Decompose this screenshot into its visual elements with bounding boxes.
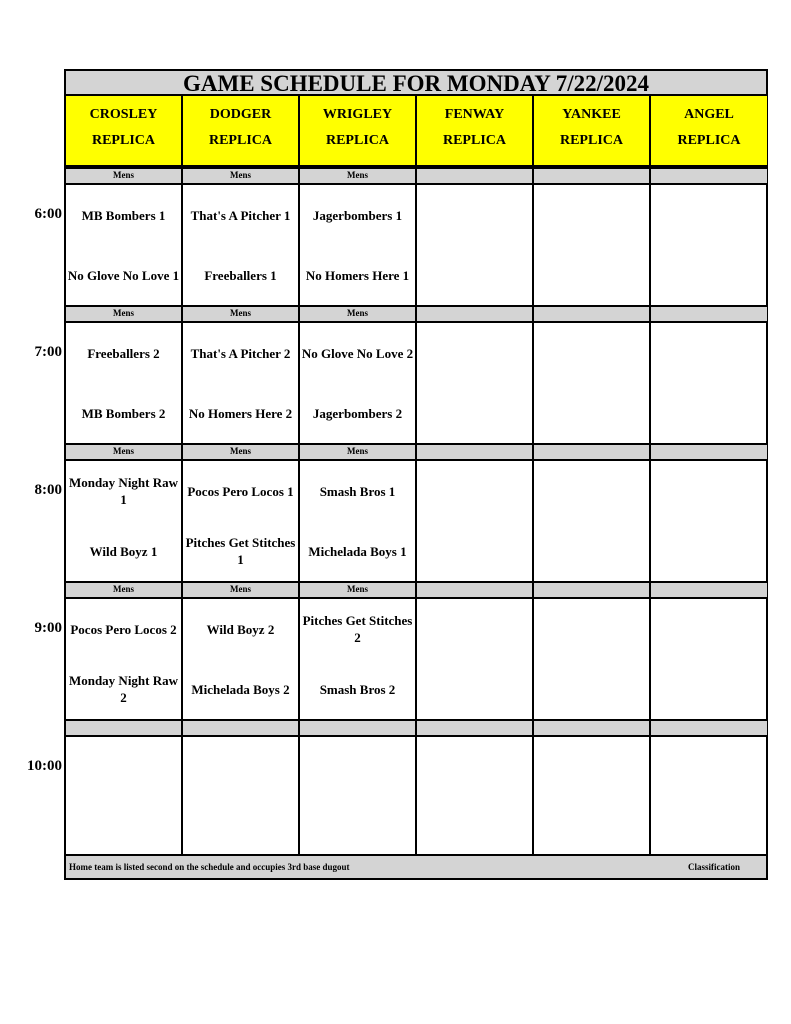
team-name: That's A Pitcher 1 [190, 207, 291, 223]
division-label: Mens [183, 443, 300, 461]
field-name: FENWAY [444, 107, 505, 122]
visitor-team [300, 603, 415, 655]
division-label [417, 305, 534, 323]
game-cell [183, 737, 300, 857]
game-cell [417, 461, 534, 581]
visitor-team [417, 741, 532, 793]
field-name: CROSLEY [89, 107, 158, 122]
visitor-team [534, 741, 649, 793]
game-cell [300, 599, 417, 719]
field-header-fenway [417, 96, 534, 167]
game-cell [534, 737, 651, 857]
visitor-team [651, 465, 767, 517]
team-name: No Glove No Love 2 [301, 345, 414, 361]
home-team [417, 249, 532, 301]
game-cell [534, 323, 651, 443]
division-label [66, 719, 183, 737]
home-team [300, 663, 415, 715]
visitor-team [300, 465, 415, 517]
home-team [66, 249, 181, 301]
home-team [66, 525, 181, 577]
team-name: Freeballers 1 [204, 267, 277, 283]
game-cell [300, 461, 417, 581]
home-team [534, 663, 649, 715]
home-team [651, 249, 767, 301]
division-label: Mens [300, 167, 417, 185]
game-cell [66, 599, 183, 719]
visitor-team [300, 327, 415, 379]
division-label [651, 443, 767, 461]
time-label: 6:00 [34, 206, 62, 222]
game-cell [534, 461, 651, 581]
home-team [651, 387, 767, 439]
game-cell [300, 737, 417, 857]
home-team [300, 525, 415, 577]
team-name: Wild Boyz 2 [206, 621, 275, 637]
game-cell [534, 185, 651, 305]
division-label: Mens [183, 167, 300, 185]
team-name: Michelada Boys 2 [191, 681, 290, 697]
division-label: Mens [183, 305, 300, 323]
game-cell [417, 737, 534, 857]
field-header-dodger [183, 96, 300, 167]
game-cell [183, 185, 300, 305]
team-name: Monday Night Raw 1 [68, 475, 179, 507]
division-label [417, 719, 534, 737]
visitor-team [183, 603, 298, 655]
time-label: 7:00 [34, 344, 62, 360]
field-header-crosley [66, 96, 183, 167]
time-label: 9:00 [34, 620, 62, 636]
field-name: YANKEE [562, 107, 621, 122]
team-name: That's A Pitcher 2 [190, 345, 291, 361]
game-cell [417, 599, 534, 719]
division-label [183, 719, 300, 737]
game-cell [300, 323, 417, 443]
game-cell [183, 461, 300, 581]
visitor-team [417, 189, 532, 241]
division-label: Mens [66, 443, 183, 461]
home-team [300, 387, 415, 439]
field-name: WRIGLEY [322, 107, 393, 122]
visitor-team [66, 189, 181, 241]
field-header-wrigley [300, 96, 417, 167]
page-title: GAME SCHEDULE FOR MONDAY 7/22/2024 [66, 71, 766, 96]
team-name: No Glove No Love 1 [67, 267, 180, 283]
home-team [651, 663, 767, 715]
team-name: No Homers Here 1 [305, 267, 410, 283]
game-cell [183, 599, 300, 719]
visitor-team [183, 465, 298, 517]
game-cell [300, 185, 417, 305]
visitor-team [417, 465, 532, 517]
visitor-team [417, 603, 532, 655]
field-header-yankee [534, 96, 651, 167]
division-label: Mens [183, 581, 300, 599]
team-name: Michelada Boys 1 [308, 543, 407, 559]
division-label [417, 581, 534, 599]
game-cell [651, 323, 767, 443]
visitor-team [66, 603, 181, 655]
field-type: REPLICA [91, 133, 155, 148]
game-cell [534, 599, 651, 719]
division-label [651, 719, 767, 737]
game-cell [66, 461, 183, 581]
home-team [651, 801, 767, 853]
division-label [651, 167, 767, 185]
team-name: Smash Bros 1 [319, 483, 396, 499]
home-team [300, 249, 415, 301]
team-name: Jagerbombers 2 [312, 405, 403, 421]
team-name: Pocos Pero Locos 1 [187, 483, 294, 499]
field-type: REPLICA [208, 133, 272, 148]
visitor-team [651, 327, 767, 379]
footer-bar [66, 854, 766, 878]
home-team [300, 801, 415, 853]
division-label: Mens [300, 443, 417, 461]
division-label [300, 719, 417, 737]
visitor-team [651, 603, 767, 655]
team-name: Jagerbombers 1 [312, 207, 403, 223]
visitor-team [183, 189, 298, 241]
game-cell [651, 737, 767, 857]
time-label: 10:00 [27, 758, 62, 774]
division-label: Mens [300, 581, 417, 599]
field-type: REPLICA [442, 133, 506, 148]
visitor-team [66, 327, 181, 379]
home-team [183, 387, 298, 439]
team-name: Wild Boyz 1 [89, 543, 158, 559]
division-label [651, 305, 767, 323]
game-cell [66, 323, 183, 443]
field-type: REPLICA [325, 133, 389, 148]
visitor-team [534, 189, 649, 241]
visitor-team [66, 741, 181, 793]
division-label [417, 443, 534, 461]
game-cell [66, 737, 183, 857]
visitor-team [66, 465, 181, 517]
division-label [651, 581, 767, 599]
visitor-team [183, 741, 298, 793]
field-type: REPLICA [677, 133, 741, 148]
home-team [651, 525, 767, 577]
classification-label: Classification [687, 862, 740, 872]
game-cell [417, 323, 534, 443]
game-cell [651, 185, 767, 305]
game-cell [183, 323, 300, 443]
game-cell [651, 461, 767, 581]
team-name: Pitches Get Stitches 1 [185, 535, 296, 567]
game-cell [651, 599, 767, 719]
home-team [534, 801, 649, 853]
home-team [183, 801, 298, 853]
team-name: No Homers Here 2 [188, 405, 293, 421]
home-team [417, 663, 532, 715]
field-type: REPLICA [559, 133, 623, 148]
team-name: Smash Bros 2 [319, 681, 396, 697]
home-team [66, 801, 181, 853]
division-label: Mens [300, 305, 417, 323]
team-name: Pitches Get Stitches 2 [302, 613, 413, 645]
visitor-team [183, 327, 298, 379]
visitor-team [534, 465, 649, 517]
visitor-team [417, 327, 532, 379]
division-label [534, 305, 651, 323]
field-header-angel [651, 96, 767, 167]
division-label [534, 167, 651, 185]
home-team [534, 387, 649, 439]
home-team [183, 525, 298, 577]
home-team [183, 249, 298, 301]
home-team [417, 525, 532, 577]
time-label: 8:00 [34, 482, 62, 498]
home-team [534, 525, 649, 577]
home-team [534, 249, 649, 301]
home-team [183, 663, 298, 715]
game-cell [66, 185, 183, 305]
team-name: MB Bombers 1 [81, 207, 166, 223]
team-name: Freeballers 2 [87, 345, 160, 361]
division-label [534, 719, 651, 737]
visitor-team [534, 603, 649, 655]
home-team [66, 663, 181, 715]
footer-note: Home team is listed second on the schedule and occupies 3rd base dugout [69, 862, 350, 872]
home-team [417, 387, 532, 439]
division-label [417, 167, 534, 185]
visitor-team [534, 327, 649, 379]
division-label: Mens [66, 167, 183, 185]
home-team [66, 387, 181, 439]
field-name: ANGEL [684, 107, 734, 122]
visitor-team [300, 189, 415, 241]
team-name: MB Bombers 2 [81, 405, 166, 421]
home-team [417, 801, 532, 853]
team-name: Monday Night Raw 2 [68, 673, 179, 705]
division-label [534, 443, 651, 461]
visitor-team [651, 741, 767, 793]
visitor-team [300, 741, 415, 793]
division-label [534, 581, 651, 599]
game-cell [417, 185, 534, 305]
division-label: Mens [66, 581, 183, 599]
visitor-team [651, 189, 767, 241]
schedule-sheet [64, 69, 768, 880]
division-label: Mens [66, 305, 183, 323]
team-name: Pocos Pero Locos 2 [70, 621, 177, 637]
field-name: DODGER [209, 107, 272, 122]
